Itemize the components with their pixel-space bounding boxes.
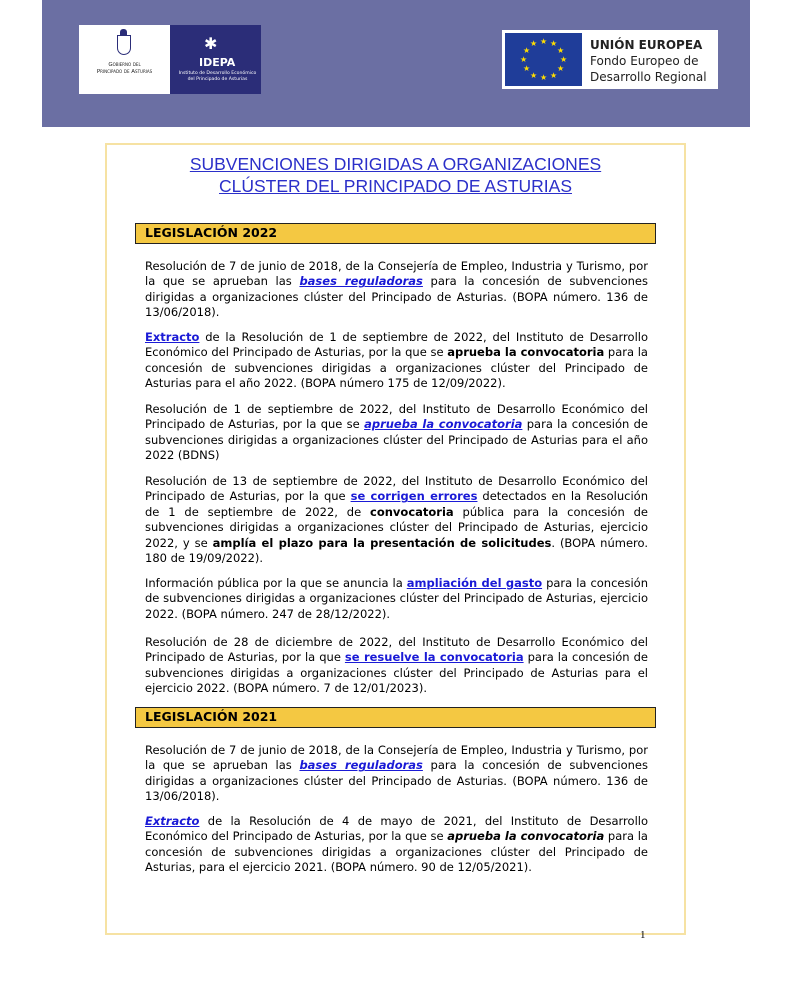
eu-line1: UNIÓN EUROPEA bbox=[590, 38, 703, 52]
paragraph-2021-2 bbox=[145, 814, 648, 876]
paragraph-2022-6 bbox=[145, 635, 648, 697]
paragraph-2021-1 bbox=[145, 743, 648, 805]
paragraph-2022-3 bbox=[145, 402, 648, 464]
gobierno-line2: Principado de Asturias bbox=[96, 69, 153, 75]
paragraph-2022-2 bbox=[145, 330, 648, 392]
idepa-symbol-icon: ✱ bbox=[204, 34, 218, 53]
idepa-logo[interactable] bbox=[79, 25, 261, 94]
idepa-subtitle-1: Instituto de Desarrollo Económico bbox=[178, 71, 257, 76]
text: Información pública por la que se anuncia la bbox=[145, 576, 407, 590]
text: Resolución de 28 de diciembre de 2022, del Instituto de Desarrollo Económico del Principado de Asturias, por la que bbox=[145, 635, 648, 665]
title-line-1: SUBVENCIONES DIRIGIDAS A ORGANIZACIONES bbox=[189, 154, 602, 174]
text: Resolución de 1 de septiembre de 2022, del Instituto de Desarrollo Económico del Principado de Asturias, por la que se bbox=[145, 402, 648, 432]
idepa-subtitle-2: del Principado de Asturias bbox=[187, 77, 248, 82]
text: Resolución de 7 de junio de 2018, de la Consejería de Empleo, Industria y Turismo, por la que se aprueban las bbox=[145, 259, 648, 289]
idepa-mark bbox=[170, 25, 261, 94]
page-title[interactable] bbox=[105, 153, 686, 197]
eu-feder-logo[interactable] bbox=[502, 30, 718, 89]
extracto-link[interactable]: Extracto bbox=[145, 814, 200, 828]
text: detectados en la Resolución de 1 de septiembre de 2022, de bbox=[145, 489, 649, 519]
gobierno-line1: Gobierno del bbox=[108, 62, 141, 68]
gobierno-asturias-logo bbox=[79, 25, 170, 94]
eu-line3: Desarrollo Regional bbox=[590, 70, 707, 84]
eu-line2: Fondo Europeo de bbox=[590, 54, 699, 68]
text: para la concesión de subvenciones dirigidas a organizaciones clúster del Principado de Asturias. (BOPA número. 136 de 13/06/2018). bbox=[145, 274, 649, 320]
aprueba-convocatoria-link[interactable]: aprueba la convocatoria bbox=[364, 417, 523, 432]
se-corrigen-errores-link[interactable]: se corrigen errores bbox=[350, 489, 478, 504]
page-number: 1 bbox=[640, 929, 646, 941]
text: para la concesión de subvenciones dirigidas a organizaciones clúster del Principado de Asturias. (BOPA número. 136 de 13/06/2018). bbox=[145, 758, 649, 804]
text: . (BOPA número. 180 de 19/09/2022). bbox=[145, 535, 649, 566]
text: para la concesión de subvenciones dirigidas a organizaciones clúster del Principado de Asturias, ejercicio 2022. (BOPA número. 247 de 28/12/2022). bbox=[145, 576, 648, 621]
text: para la concesión de subvenciones dirigidas a organizaciones clúster del Principado de Asturias, para el ejercicio 2021. (BOPA número. 90 de 12/05/2021). bbox=[145, 829, 648, 875]
section-heading-2022: LEGISLACIÓN 2022 bbox=[135, 223, 656, 244]
text: para la concesión de subvenciones dirigidas a organizaciones clúster del Principado de Asturias para el ejercicio 2022. (BOPA número. 7 de 12/01/2023). bbox=[145, 650, 648, 696]
text: de la Resolución de 1 de septiembre de 2022, del Instituto de Desarrollo Económico del Principado de Asturias, por la que se bbox=[145, 330, 648, 360]
ampliacion-del-gasto-link[interactable]: ampliación del gasto bbox=[406, 576, 543, 590]
paragraph-2022-5 bbox=[145, 576, 648, 622]
paragraph-2022-1 bbox=[145, 259, 648, 321]
extracto-link[interactable]: Extracto bbox=[145, 330, 200, 344]
bases-reguladoras-link[interactable]: bases reguladoras bbox=[299, 758, 423, 773]
se-resuelve-convocatoria-link[interactable]: se resuelve la convocatoria bbox=[344, 650, 524, 665]
bold-text: amplía el plazo para la presentación de solicitudes bbox=[212, 535, 552, 550]
idepa-name: IDEPA bbox=[199, 56, 236, 69]
text: Resolución de 7 de junio de 2018, de la Consejería de Empleo, Industria y Turismo, por la que se aprueban las bbox=[145, 743, 648, 773]
section-heading-2021: LEGISLACIÓN 2021 bbox=[135, 707, 656, 728]
eu-flag-icon: ★ ★ ★ ★ ★ ★ ★ ★ ★ ★ ★ ★ bbox=[505, 33, 582, 86]
text: Resolución de 13 de septiembre de 2022, del Instituto de Desarrollo Económico del Principado de Asturias, por la que bbox=[145, 474, 648, 504]
text: para la concesión de subvenciones dirigidas a organizaciones clúster del Principado de Asturias para el año 2022. (BOPA número 175 de 12/09/2022). bbox=[145, 345, 648, 391]
bold-text: convocatoria bbox=[370, 504, 454, 519]
text: pública para la concesión de subvenciones dirigidas a organizaciones clúster del Principado de Asturias, ejercicio 2022, y se bbox=[145, 504, 648, 550]
bold-italic-text: aprueba la convocatoria bbox=[447, 829, 605, 844]
title-line-2: CLÚSTER DEL PRINCIPADO DE ASTURIAS bbox=[219, 176, 572, 196]
bold-text: aprueba la convocatoria bbox=[447, 345, 605, 360]
asturias-crest-icon bbox=[117, 35, 131, 55]
paragraph-2022-4 bbox=[145, 474, 648, 566]
bases-reguladoras-link[interactable]: bases reguladoras bbox=[299, 274, 423, 289]
text: para la concesión de subvenciones dirigidas a organizaciones clúster del Principado de Asturias para el año 2022 (BDNS) bbox=[145, 417, 648, 463]
text: de la Resolución de 4 de mayo de 2021, del Instituto de Desarrollo Económico del Principado de Asturias, por la que se bbox=[145, 814, 648, 844]
